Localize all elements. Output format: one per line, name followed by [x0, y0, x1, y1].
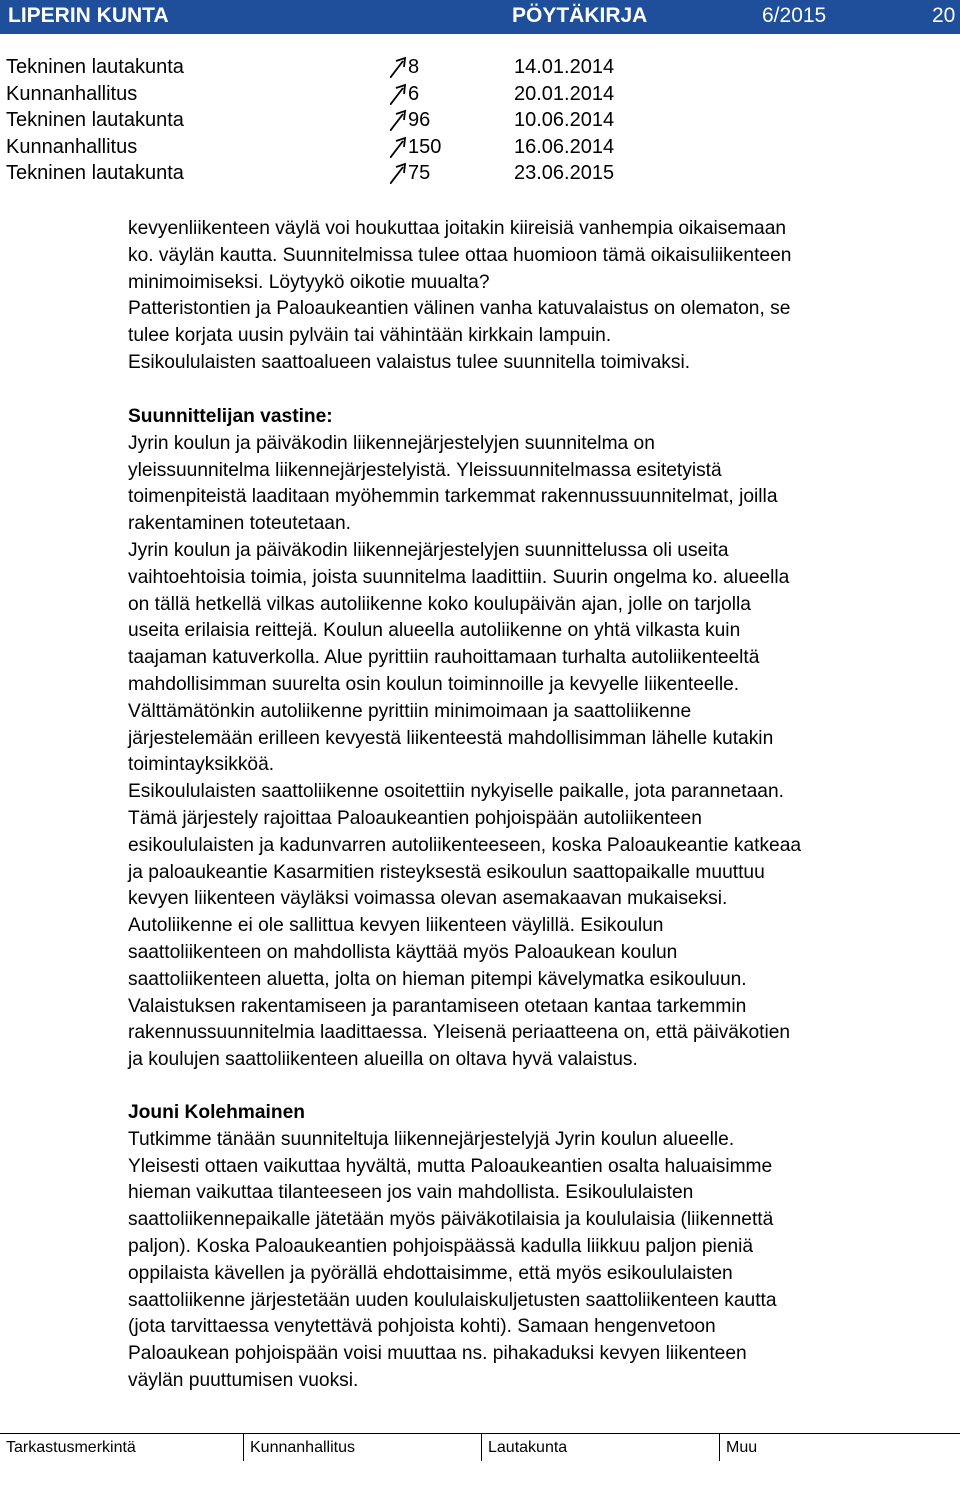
- designer-response-section: [128, 404, 950, 1074]
- page-header: [0, 0, 960, 34]
- handling-history: [6, 54, 706, 187]
- text-line: ko. väylän kautta. Suunnitelmissa tulee ottaa huomioon tämä oikaisuliikenteen: [128, 244, 792, 266]
- comment-section: [128, 216, 950, 377]
- history-date: 16.06.2014: [514, 135, 615, 158]
- text-line: ja koulujen saattoliikenteen alueilla on oltava hyvä valaistus.: [128, 1049, 638, 1071]
- text-line: vaihtoehtoisia toimia, joista suunnitelma laadittiin. Suurin ongelma ko. alueella: [128, 566, 790, 588]
- history-date: 10.06.2014: [514, 109, 615, 131]
- history-date: 20.01.2014: [514, 82, 615, 105]
- text-line: toimenpiteistä laaditaan myöhemmin tarkemmat rakennussuunnitelmat, joilla: [128, 486, 778, 508]
- history-date: 14.01.2014: [514, 56, 615, 78]
- history-row: [6, 160, 706, 187]
- history-row: [6, 107, 706, 134]
- text-line: Valaistuksen rakentamiseen ja parantamiseen otetaan kantaa tarkemmin: [128, 995, 747, 1017]
- footer-cell-inspection: Tarkastusmerkintä: [0, 1434, 244, 1461]
- text-line: taajaman katuverkolla. Alue pyrittiin rauhoittamaan turhalta autoliikenteeltä: [128, 647, 760, 669]
- footer-cell-other: Muu: [726, 1439, 758, 1456]
- text-line: tulee korjata uusin pylväin tai vähintään kirkkain lampuin.: [128, 325, 612, 347]
- text-line: Jyrin koulun ja päiväkodin liikennejärjestelyjen suunnitelma on: [128, 432, 655, 454]
- text-line: mahdollisimman suurelta osin koulun toiminnoille ja kevyelle liikenteelle.: [128, 673, 740, 695]
- text-line: Yleisesti ottaen vaikuttaa hyvältä, mutta Paloaukeantien osalta haluaisimme: [128, 1155, 773, 1177]
- link-arrow-icon: [390, 109, 408, 131]
- kolehmainen-comment-section: [128, 1100, 950, 1395]
- link-arrow-icon: [390, 136, 408, 158]
- section-heading: Jouni Kolehmainen: [128, 1102, 305, 1123]
- history-row: [6, 54, 706, 81]
- link-arrow-icon: [390, 56, 408, 78]
- history-date: 23.06.2015: [514, 162, 615, 184]
- history-body: Kunnanhallitus: [6, 82, 138, 105]
- text-line: ja paloaukeantie Kasarmitien risteyksestä esikoulun saattopaikalle muuttuu: [128, 861, 765, 883]
- text-line: paljon). Koska Paloaukeantien pohjoispäässä kadulla liikkuu paljon pieniä: [128, 1235, 754, 1257]
- text-line: kevyenliikenteen väylä voi houkuttaa joitakin kiireisiä vanhempia oikaisemaan: [128, 218, 787, 239]
- document-type: PÖYTÄKIRJA: [512, 4, 648, 27]
- text-line: Patteristontien ja Paloaukeantien välinen vanha katuvalaistus on olematon, se: [128, 298, 791, 320]
- history-row: [6, 134, 706, 161]
- text-line: Paloaukean pohjoispään voisi muuttaa ns. pihakaduksi kevyen liikenteen: [128, 1343, 747, 1365]
- text-line: rakennussuunnitelmia laadittaessa. Yleisenä periaatteena on, että päiväkotien: [128, 1022, 791, 1044]
- footer-cell-committee: Lautakunta: [482, 1434, 720, 1461]
- text-line: Esikoululaisten saattoliikenne osoitettiin nykyiselle paikalle, jota parannetaan.: [128, 781, 784, 803]
- municipality-name: LIPERIN KUNTA: [8, 4, 169, 27]
- text-line: Tämä järjestely rajoittaa Paloaukeantien pohjoispään autoliikenteen: [128, 807, 702, 829]
- history-number: 75: [408, 162, 431, 184]
- text-line: (jota tarvittaessa venytettävä pohjoista kohti). Samaan hengenvetoon: [128, 1316, 716, 1338]
- text-line: Autoliikenne ei ole sallittua kevyen liikenteen väylillä. Esikoulun: [128, 915, 664, 937]
- text-line: Esikoululaisten saattoalueen valaistus tulee suunnitella toimivaksi.: [128, 351, 691, 373]
- text-line: rakentaminen toteutetaan.: [128, 513, 351, 535]
- history-row: [6, 81, 706, 108]
- history-number: 96: [408, 109, 431, 131]
- text-line: Jyrin koulun ja päiväkodin liikennejärjestelyjen suunnittelussa oli useita: [128, 539, 729, 561]
- text-line: järjestelemään erilleen kevyestä liikenteestä mahdollisimman lähelle kutakin: [128, 727, 774, 749]
- text-line: useita erilaisia reittejä. Koulun alueella autoliikenne on yhtä vilkasta kuin: [128, 620, 741, 642]
- history-body: Tekninen lautakunta: [6, 56, 184, 78]
- text-line: esikoululaisten ja kadunvarren autoliikenteeseen, koska Paloaukeantie katkeaa: [128, 834, 802, 856]
- history-number: 6: [408, 82, 420, 105]
- text-line: toimintayksikköä.: [128, 754, 275, 776]
- link-arrow-icon: [390, 83, 408, 105]
- text-line: väylän puuttumisen vuoksi.: [128, 1369, 359, 1391]
- text-line: saattoliikennepaikalle jätetään myös päiväkotilaisia ja koululaisia (liikennettä: [128, 1209, 774, 1231]
- history-body: Kunnanhallitus: [6, 135, 138, 158]
- link-arrow-icon: [390, 162, 408, 184]
- page-number: 20: [932, 4, 956, 27]
- history-number: 8: [408, 56, 420, 78]
- text-line: oppilaista kävellen ja pyörällä ehdottaisimme, että myös esikoululaisten: [128, 1262, 733, 1284]
- section-heading: Suunnittelijan vastine:: [128, 406, 333, 427]
- text-line: Tutkimme tänään suunniteltuja liikennejärjestelyjä Jyrin koulun alueelle.: [128, 1128, 735, 1150]
- history-body: Tekninen lautakunta: [6, 109, 184, 131]
- text-line: minimoimiseksi. Löytyykö oikotie muualta?: [128, 271, 490, 293]
- history-number: 150: [408, 135, 442, 158]
- text-line: hieman vaikuttaa tilanteeseen jos vain mahdollista. Esikoululaisten: [128, 1182, 694, 1204]
- history-body: Tekninen lautakunta: [6, 162, 184, 184]
- text-line: on tällä hetkellä vilkas autoliikenne koko koulupäivän ajan, jolle on tarjolla: [128, 593, 751, 615]
- text-line: saattoliikenne järjestetään uuden koululaiskuljetusten saattoliikenteen kautta: [128, 1289, 777, 1311]
- text-line: yleissuunnitelma liikennejärjestelyistä. Yleissuunnitelmassa esitetyistä: [128, 459, 722, 481]
- text-line: kevyen liikenteen väyläksi voimassa olevan asemakaavan mukaiseksi.: [128, 888, 728, 910]
- page-footer: [0, 1433, 960, 1461]
- text-line: Välttämätönkin autoliikenne pyrittiin minimoimaan ja saattoliikenne: [128, 700, 692, 722]
- text-line: saattoliikenteen on mahdollista käyttää myös Paloaukean koulun: [128, 941, 678, 963]
- document-number: 6/2015: [762, 4, 827, 27]
- text-line: saattoliikenteen aluetta, jolta on hieman pitempi kävelymatka esikouluun.: [128, 968, 747, 990]
- footer-cell-municipal-board: Kunnanhallitus: [244, 1434, 482, 1461]
